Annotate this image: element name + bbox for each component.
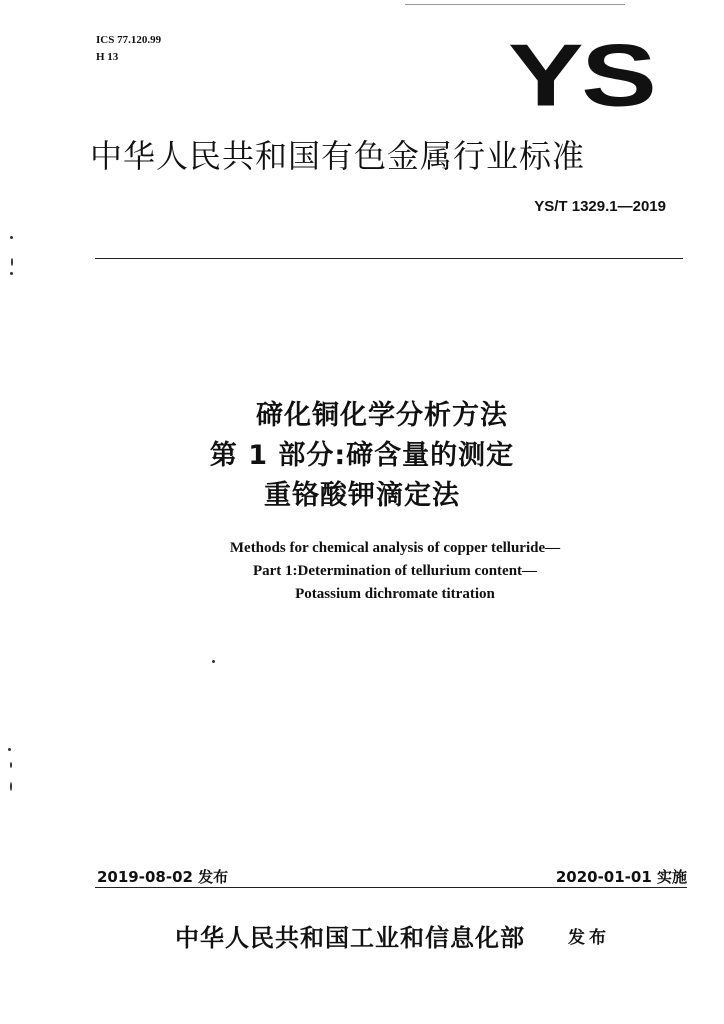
scan-mark (10, 236, 13, 239)
header-divider (95, 258, 683, 259)
standard-organization: 中华人民共和国有色金属行业标准 (90, 137, 586, 175)
implementation-date: 2020-01-01 实施 (555, 868, 687, 886)
standard-number: YS/T 1329.1—2019 (534, 198, 666, 215)
chinese-title-line-3: 重铬酸钾滴定法 (264, 480, 460, 511)
footer-divider (95, 887, 687, 888)
ys-logo: YS (508, 26, 655, 125)
chinese-title-line-1: 碲化铜化学分析方法 (256, 400, 508, 431)
classification-codes (96, 32, 161, 66)
scan-mark (212, 660, 215, 663)
ccs-code: H 13 (96, 51, 119, 63)
english-title (0, 537, 724, 606)
publication-date: 2019-08-02 发布 (97, 868, 229, 886)
ics-code: ICS 77.120.99 (96, 34, 162, 46)
scan-mark (10, 272, 13, 275)
top-edge-line (405, 4, 625, 5)
chinese-title-line-2: 第 1 部分:碲含量的测定 (209, 440, 515, 471)
english-title-line-3: Potassium dichromate titration (295, 586, 495, 602)
scan-mark (10, 782, 12, 791)
chinese-title (0, 396, 724, 516)
issued-label: 发布 (568, 928, 610, 948)
scan-mark (11, 258, 13, 266)
scan-mark (8, 748, 11, 751)
english-title-line-1: Methods for chemical analysis of copper telluride— (229, 540, 561, 556)
issuing-authority: 中华人民共和国工业和信息化部 (175, 923, 525, 952)
scan-mark (10, 762, 12, 768)
english-title-line-2: Part 1:Determination of tellurium content— (252, 563, 538, 579)
